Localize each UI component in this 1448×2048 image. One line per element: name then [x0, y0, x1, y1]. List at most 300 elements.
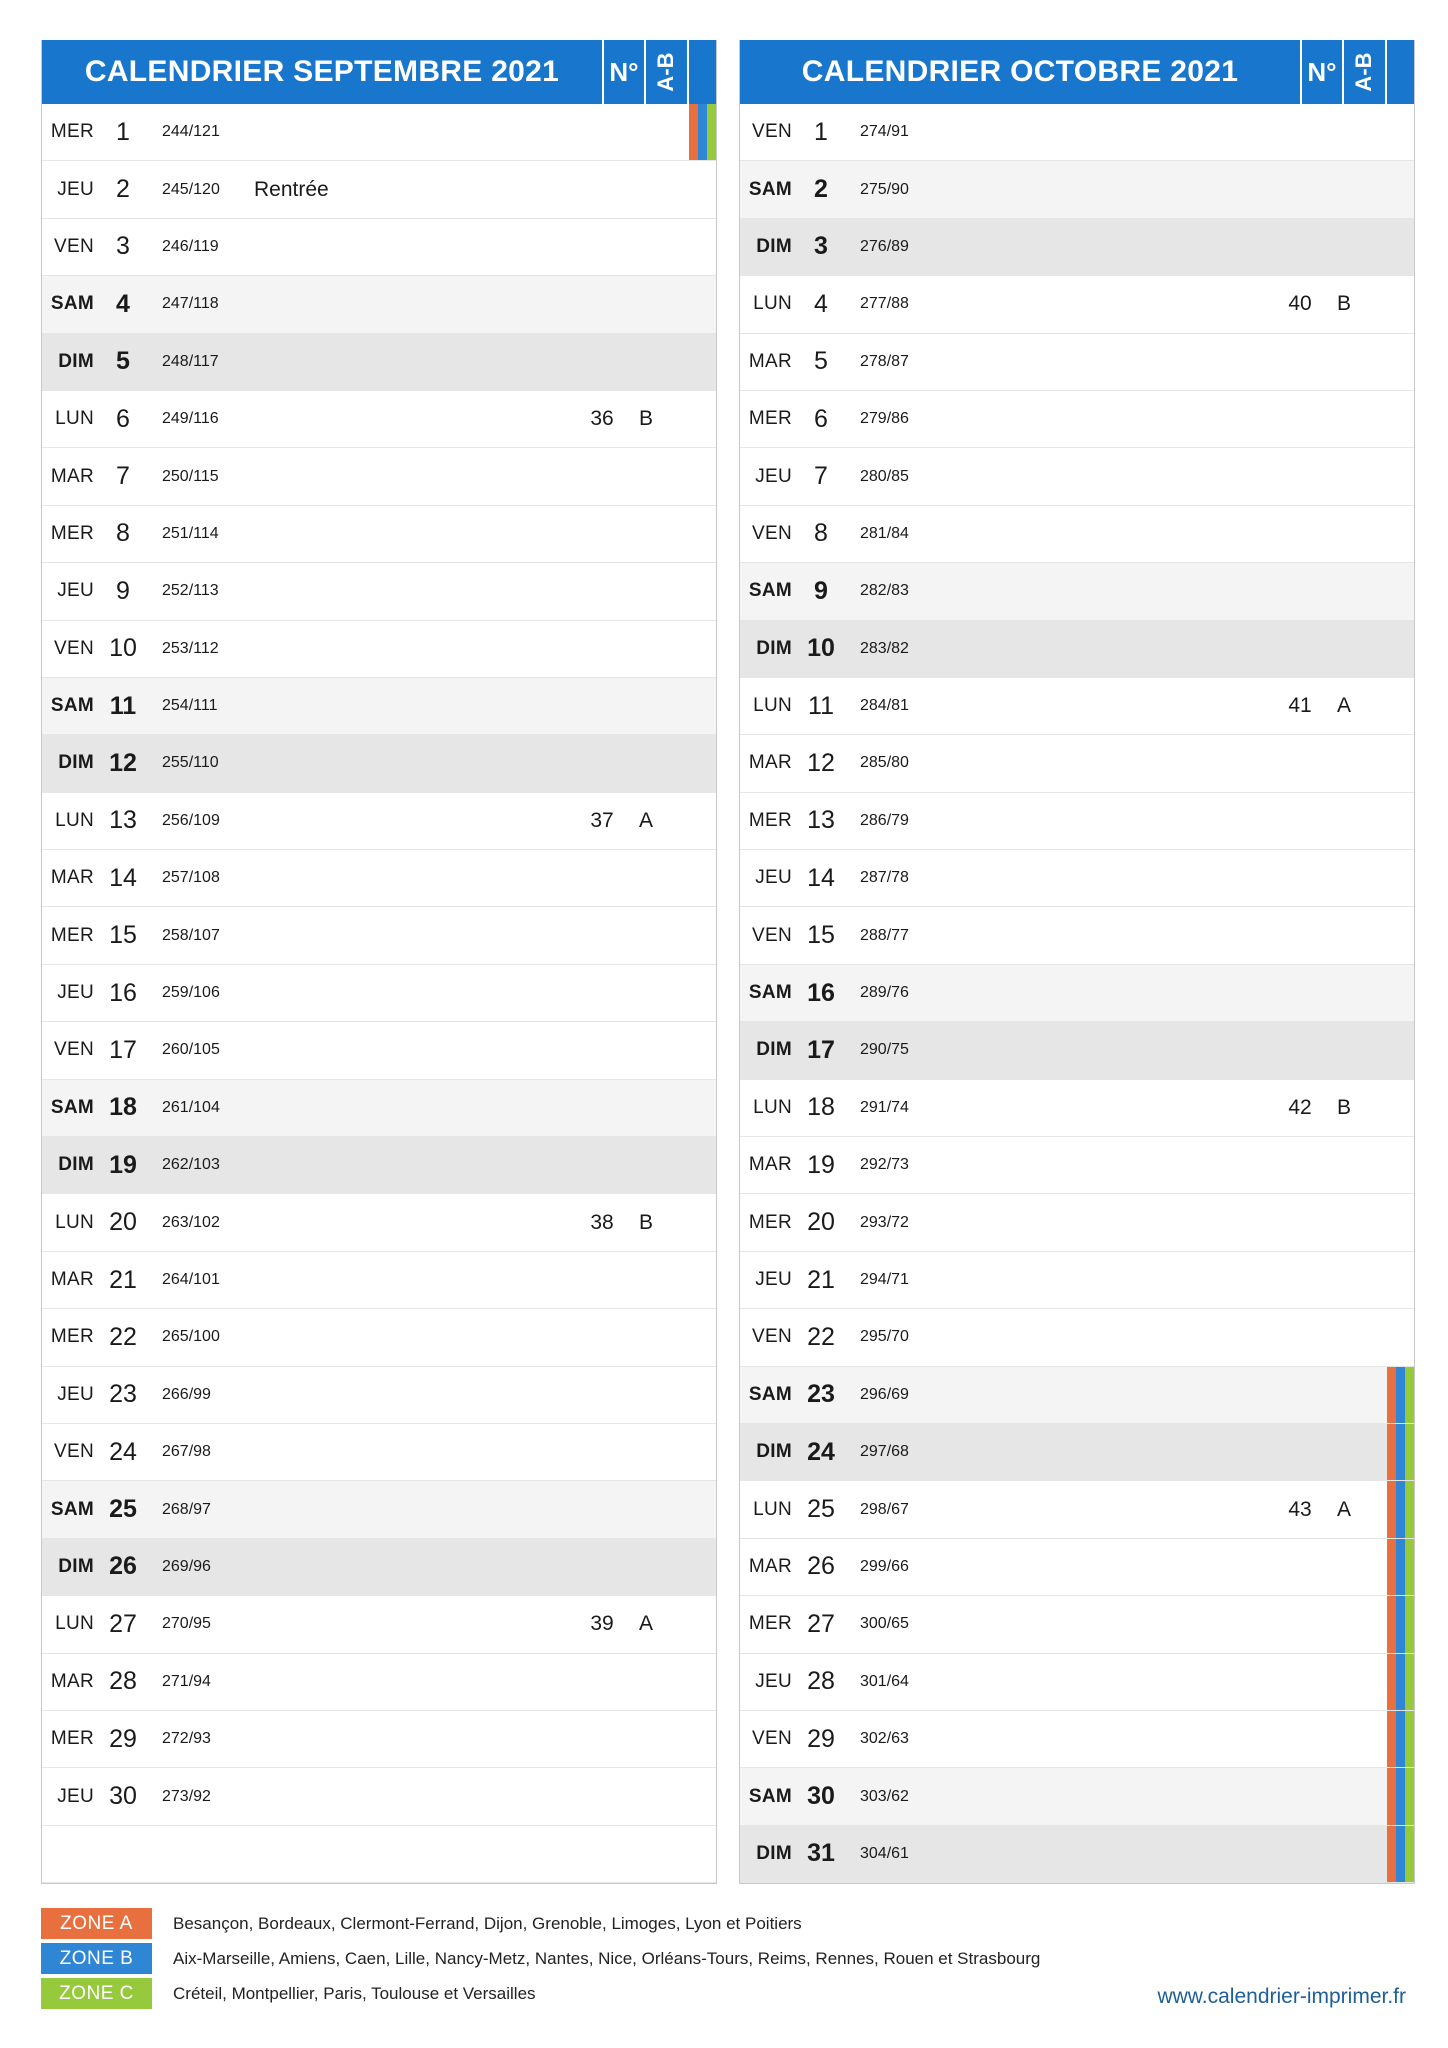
day-number: 22 [109, 1322, 137, 1351]
header-divider [687, 40, 689, 104]
zone-a-holiday-bar [1387, 1768, 1396, 1824]
day-name: MAR [50, 1269, 94, 1290]
day-number: 26 [807, 1552, 835, 1581]
day-of-year-count: 244/121 [162, 123, 220, 141]
day-of-year-count: 256/109 [162, 811, 220, 829]
day-name: MAR [748, 1555, 792, 1577]
day-row [42, 506, 716, 563]
day-of-year-count: 292/73 [860, 1156, 909, 1174]
day-row [42, 793, 716, 850]
day-name: MER [50, 1728, 94, 1750]
zone-c-holiday-bar [1405, 1711, 1414, 1767]
day-of-year-count: 298/67 [860, 1500, 909, 1518]
day-row [42, 1080, 716, 1137]
day-number: 1 [814, 117, 828, 146]
day-number: 7 [814, 462, 828, 491]
day-row [740, 1539, 1414, 1596]
day-number: 24 [807, 1437, 835, 1466]
zone-c-holiday-bar [1405, 1826, 1414, 1882]
day-row [740, 1309, 1414, 1366]
day-number: 10 [109, 634, 137, 663]
day-name: LUN [55, 408, 94, 430]
holiday-zone-bars [1387, 1481, 1414, 1537]
day-of-year-count: 257/108 [162, 869, 220, 887]
day-number: 6 [814, 404, 828, 433]
day-number: 13 [807, 806, 835, 835]
day-note: Rentrée [254, 177, 329, 201]
day-of-year-count: 250/115 [162, 467, 219, 485]
day-row [740, 1137, 1414, 1194]
day-number: 20 [109, 1208, 137, 1237]
zone-c-holiday-bar [1405, 1596, 1414, 1652]
day-name: JEU [57, 1383, 94, 1405]
day-of-year-count: 247/118 [162, 295, 219, 313]
day-name: VEN [54, 235, 94, 257]
ab-week: A [638, 1612, 653, 1636]
day-number: 27 [807, 1609, 835, 1638]
day-row [740, 1596, 1414, 1653]
day-name: JEU [755, 1269, 792, 1290]
day-row [740, 678, 1414, 735]
day-of-year-count: 285/80 [860, 754, 909, 772]
day-of-year-count: 277/88 [860, 295, 909, 313]
zone-c-holiday-bar [1405, 1768, 1414, 1824]
holiday-zone-bars [1387, 1768, 1414, 1824]
day-number: 30 [807, 1782, 835, 1811]
day-number: 1 [116, 117, 130, 146]
day-name: SAM [748, 1383, 792, 1405]
day-number: 17 [109, 1035, 137, 1064]
header-divider [1342, 40, 1344, 104]
day-of-year-count: 259/106 [162, 984, 220, 1002]
day-name: DIM [756, 1039, 792, 1061]
day-name: MER [50, 522, 94, 544]
zone-b-holiday-bar [1396, 1424, 1405, 1480]
day-of-year-count: 271/94 [162, 1672, 211, 1690]
ab-week: A [1336, 1497, 1351, 1521]
day-of-year-count: 287/78 [860, 869, 909, 887]
zone-c-holiday-bar [1405, 1481, 1414, 1537]
zone-b-holiday-bar [1396, 1539, 1405, 1595]
day-of-year-count: 267/98 [162, 1443, 211, 1461]
day-name: JEU [57, 1785, 94, 1807]
day-row [740, 1022, 1414, 1079]
day-number: 15 [109, 921, 137, 950]
day-number: 2 [814, 175, 828, 204]
day-row [740, 1080, 1414, 1137]
ab-week: A [638, 808, 653, 832]
day-row [740, 1826, 1414, 1883]
day-of-year-count: 301/64 [860, 1672, 909, 1690]
day-row [740, 161, 1414, 218]
day-name: LUN [55, 809, 94, 831]
zone-c-holiday-bar [1405, 1539, 1414, 1595]
day-name: DIM [58, 1555, 94, 1577]
day-name: JEU [57, 178, 94, 200]
holiday-zone-bars [1387, 1654, 1414, 1710]
zone-c-holiday-bar [1405, 1424, 1414, 1480]
day-number: 11 [109, 691, 137, 720]
day-name: SAM [50, 1498, 94, 1520]
day-row [42, 1367, 716, 1424]
month-title: CALENDRIER OCTOBRE 2021 [801, 55, 1239, 88]
calendar-september [41, 40, 717, 1884]
day-number: 21 [807, 1265, 835, 1294]
day-number: 11 [808, 691, 834, 720]
day-of-year-count: 284/81 [860, 697, 909, 715]
day-number: 14 [109, 863, 137, 892]
zone-b-holiday-bar [1396, 1768, 1405, 1824]
day-of-year-count: 266/99 [162, 1385, 211, 1403]
day-name: VEN [752, 1728, 792, 1750]
week-number: 36 [590, 407, 614, 431]
day-of-year-count: 276/89 [860, 237, 909, 255]
day-row [740, 276, 1414, 333]
day-of-year-count: 261/104 [162, 1098, 220, 1116]
week-number: 38 [590, 1210, 614, 1234]
day-name: SAM [50, 695, 94, 717]
day-of-year-count: 253/112 [162, 639, 219, 657]
day-name: LUN [753, 695, 792, 717]
day-of-year-count: 274/91 [860, 123, 909, 141]
day-number: 21 [109, 1265, 137, 1294]
legend-row-zone-b [41, 1943, 1441, 1978]
day-number: 28 [109, 1667, 137, 1696]
zone-a-holiday-bar [1387, 1711, 1396, 1767]
day-row [42, 391, 716, 448]
day-of-year-count: 252/113 [162, 582, 219, 600]
day-name: MER [748, 1211, 792, 1233]
day-name: MAR [50, 1670, 94, 1692]
day-name: DIM [58, 350, 94, 372]
day-row [740, 907, 1414, 964]
day-of-year-count: 264/101 [162, 1271, 220, 1288]
zone-a-badge: ZONE A [41, 1908, 152, 1939]
day-row [42, 1539, 716, 1596]
day-of-year-count: 280/85 [860, 467, 909, 485]
day-number: 13 [109, 806, 137, 835]
day-number: 24 [109, 1437, 137, 1466]
day-name: SAM [748, 178, 792, 200]
header-divider [644, 40, 646, 104]
day-number: 27 [109, 1609, 137, 1638]
day-row [42, 1826, 716, 1883]
ab-week: B [1336, 292, 1351, 316]
day-row [740, 1424, 1414, 1481]
day-row [740, 448, 1414, 505]
day-row [42, 1194, 716, 1251]
day-name: MAR [50, 867, 94, 889]
week-number-header: N° [1307, 57, 1337, 87]
day-of-year-count: 304/61 [860, 1844, 909, 1862]
day-row [42, 1481, 716, 1538]
day-of-year-count: 296/69 [860, 1385, 909, 1403]
day-number: 2 [116, 175, 130, 204]
day-rows [42, 104, 716, 1883]
day-number: 6 [116, 404, 130, 433]
day-row [740, 391, 1414, 448]
website-link[interactable]: www.calendrier-imprimer.fr [1157, 1985, 1406, 2008]
zone-a-holiday-bar [1387, 1654, 1396, 1710]
day-row [740, 850, 1414, 907]
day-name: SAM [50, 1096, 94, 1118]
holiday-zone-bars [1387, 1596, 1414, 1652]
day-name: JEU [755, 867, 792, 889]
day-name: MER [748, 408, 792, 430]
day-row [740, 965, 1414, 1022]
day-row [42, 1137, 716, 1194]
day-row [740, 1252, 1414, 1309]
day-of-year-count: 245/120 [162, 180, 220, 198]
day-name: LUN [55, 1613, 94, 1635]
day-of-year-count: 262/103 [162, 1156, 220, 1174]
day-of-year-count: 282/83 [860, 582, 909, 600]
day-row [42, 735, 716, 792]
day-of-year-count: 279/86 [860, 410, 909, 428]
calendar-october [739, 40, 1415, 1884]
week-number: 42 [1288, 1095, 1312, 1119]
day-number: 3 [116, 232, 130, 261]
day-number: 25 [109, 1495, 137, 1524]
day-row [42, 161, 716, 218]
day-row [42, 1424, 716, 1481]
zone-c-badge: ZONE C [41, 1978, 152, 2009]
day-name: DIM [756, 1842, 792, 1864]
day-number: 31 [807, 1839, 835, 1868]
day-name: DIM [756, 235, 792, 257]
ab-week: B [1336, 1095, 1351, 1119]
zone-b-holiday-bar [1396, 1654, 1405, 1710]
day-row [740, 506, 1414, 563]
day-of-year-count: 248/117 [162, 352, 219, 370]
day-number: 8 [814, 519, 828, 548]
day-row [42, 1252, 716, 1309]
month-title: CALENDRIER SEPTEMBRE 2021 [84, 55, 560, 88]
ab-week-header: A-B [653, 52, 678, 92]
day-row [42, 1596, 716, 1653]
day-of-year-count: 293/72 [860, 1213, 909, 1231]
day-of-year-count: 302/63 [860, 1730, 909, 1748]
day-number: 19 [109, 1150, 137, 1179]
day-rows [740, 104, 1414, 1883]
day-of-year-count: 251/114 [162, 524, 219, 542]
day-row [740, 621, 1414, 678]
day-of-year-count: 270/95 [162, 1615, 211, 1633]
day-of-year-count: 281/84 [860, 524, 909, 542]
day-of-year-count: 275/90 [860, 180, 909, 198]
day-number: 7 [116, 462, 130, 491]
day-row [42, 1768, 716, 1825]
holiday-zone-bars [1387, 1539, 1414, 1595]
holiday-zone-bars [1387, 1367, 1414, 1423]
day-number: 4 [814, 289, 828, 318]
day-name: LUN [753, 1498, 792, 1520]
zone-b-holiday-bar [698, 104, 707, 160]
day-of-year-count: 289/76 [860, 984, 909, 1002]
day-of-year-count: 286/79 [860, 811, 909, 829]
day-name: VEN [752, 522, 792, 544]
day-of-year-count: 288/77 [860, 926, 909, 944]
day-number: 29 [109, 1724, 137, 1753]
day-name: DIM [756, 1441, 792, 1463]
day-name: SAM [50, 293, 94, 315]
day-name: VEN [54, 1441, 94, 1463]
day-number: 23 [109, 1380, 137, 1409]
day-of-year-count: 297/68 [860, 1443, 909, 1461]
zone-c-holiday-bar [1405, 1654, 1414, 1710]
day-name: MAR [50, 465, 94, 487]
week-number: 39 [590, 1612, 614, 1636]
day-number: 20 [807, 1208, 835, 1237]
day-name: JEU [57, 580, 94, 602]
day-row [740, 104, 1414, 161]
day-name: VEN [54, 637, 94, 659]
day-name: DIM [58, 752, 94, 774]
day-number: 18 [807, 1093, 835, 1122]
zone-c-holiday-bar [707, 104, 716, 160]
day-row [42, 1309, 716, 1366]
zone-a-holiday-bar [1387, 1539, 1396, 1595]
day-row [42, 104, 716, 161]
zone-b-holiday-bar [1396, 1596, 1405, 1652]
zone-a-holiday-bar [1387, 1481, 1396, 1537]
legend-row-zone-a [41, 1908, 1441, 1943]
day-row [42, 276, 716, 333]
day-of-year-count: 295/70 [860, 1328, 909, 1346]
zone-b-badge: ZONE B [41, 1943, 152, 1974]
ab-week: B [638, 407, 653, 431]
zone-b-holiday-bar [1396, 1826, 1405, 1882]
ab-week-header: A-B [1351, 52, 1376, 92]
holiday-zone-bars [1387, 1826, 1414, 1882]
day-number: 30 [109, 1782, 137, 1811]
day-number: 12 [807, 748, 835, 777]
day-row [42, 678, 716, 735]
day-number: 9 [814, 576, 828, 605]
zone-b-holiday-bar [1396, 1481, 1405, 1537]
zone-a-holiday-bar [1387, 1424, 1396, 1480]
day-name: LUN [753, 293, 792, 315]
day-number: 9 [116, 576, 130, 605]
day-of-year-count: 273/92 [162, 1787, 211, 1805]
month-header [740, 40, 1414, 104]
day-row [740, 793, 1414, 850]
day-number [98, 1826, 148, 1882]
holiday-zone-bars [1387, 1424, 1414, 1480]
day-name: MAR [748, 752, 792, 774]
day-row [42, 1654, 716, 1711]
day-row [740, 1367, 1414, 1424]
day-of-year-count: 260/105 [162, 1041, 220, 1059]
day-name: JEU [57, 982, 94, 1004]
day-name: JEU [755, 465, 792, 487]
day-of-year-count: 283/82 [860, 639, 909, 657]
day-of-year-count: 263/102 [162, 1213, 220, 1231]
day-row [740, 1711, 1414, 1768]
day-row [740, 563, 1414, 620]
zone-c-cities: Créteil, Montpellier, Paris, Toulouse et Versailles [173, 1984, 536, 2003]
day-row [42, 621, 716, 678]
zone-b-cities: Aix-Marseille, Amiens, Caen, Lille, Nancy-Metz, Nantes, Nice, Orléans-Tours, Reims, Rennes, Rouen et Strasbourg [173, 1949, 1041, 1968]
day-row [740, 1654, 1414, 1711]
day-number: 22 [807, 1322, 835, 1351]
zone-a-holiday-bar [1387, 1826, 1396, 1882]
day-number: 25 [807, 1495, 835, 1524]
day-name: SAM [748, 580, 792, 602]
day-of-year-count: 269/96 [162, 1557, 211, 1575]
day-number: 28 [807, 1667, 835, 1696]
day-of-year-count: 278/87 [860, 352, 909, 370]
holiday-zone-bars [689, 104, 716, 160]
day-name: DIM [756, 637, 792, 659]
day-name: JEU [755, 1670, 792, 1692]
day-number: 17 [807, 1035, 835, 1064]
day-of-year-count: 254/111 [162, 697, 218, 715]
day-name: VEN [752, 121, 792, 143]
day-name: LUN [753, 1096, 792, 1118]
day-number: 14 [807, 863, 835, 892]
day-row [740, 735, 1414, 792]
day-name: SAM [748, 982, 792, 1004]
day-row [740, 219, 1414, 276]
ab-week: B [638, 1210, 653, 1234]
week-number: 37 [590, 808, 614, 832]
day-name: MER [748, 809, 792, 831]
header-divider [1385, 40, 1387, 104]
day-number: 5 [814, 347, 828, 376]
day-number: 16 [109, 978, 137, 1007]
day-row [42, 563, 716, 620]
zone-a-holiday-bar [689, 104, 698, 160]
week-number: 41 [1288, 694, 1312, 718]
day-name: SAM [748, 1785, 792, 1807]
zone-b-holiday-bar [1396, 1711, 1405, 1767]
day-of-year-count: 249/116 [162, 410, 219, 428]
day-name: MER [748, 1613, 792, 1635]
day-number: 29 [807, 1724, 835, 1753]
day-name: MER [50, 1326, 94, 1348]
day-row [42, 219, 716, 276]
day-row [42, 334, 716, 391]
day-name: MAR [748, 1154, 792, 1176]
day-of-year-count: 294/71 [860, 1271, 909, 1288]
holiday-zone-bars [1387, 1711, 1414, 1767]
day-row [740, 1768, 1414, 1825]
day-number: 26 [109, 1552, 137, 1581]
day-number: 10 [807, 634, 835, 663]
day-number: 5 [116, 347, 130, 376]
day-of-year-count: 299/66 [860, 1557, 909, 1575]
zone-a-holiday-bar [1387, 1596, 1396, 1652]
zone-a-cities: Besançon, Bordeaux, Clermont-Ferrand, Dijon, Grenoble, Limoges, Lyon et Poitiers [173, 1914, 802, 1933]
week-number-header: N° [609, 57, 639, 87]
day-of-year-count: 255/110 [162, 754, 219, 772]
day-number: 15 [807, 921, 835, 950]
day-number: 18 [109, 1093, 137, 1122]
week-number: 43 [1288, 1497, 1312, 1521]
day-of-year-count: 268/97 [162, 1500, 211, 1518]
zone-a-holiday-bar [1387, 1367, 1396, 1423]
day-name: LUN [55, 1211, 94, 1233]
day-row [740, 334, 1414, 391]
day-of-year-count: 258/107 [162, 926, 220, 944]
day-of-year-count: 272/93 [162, 1730, 211, 1748]
day-name: VEN [752, 1326, 792, 1348]
day-name: MER [50, 924, 94, 946]
day-number: 4 [116, 289, 130, 318]
day-row [42, 907, 716, 964]
day-row [740, 1194, 1414, 1251]
